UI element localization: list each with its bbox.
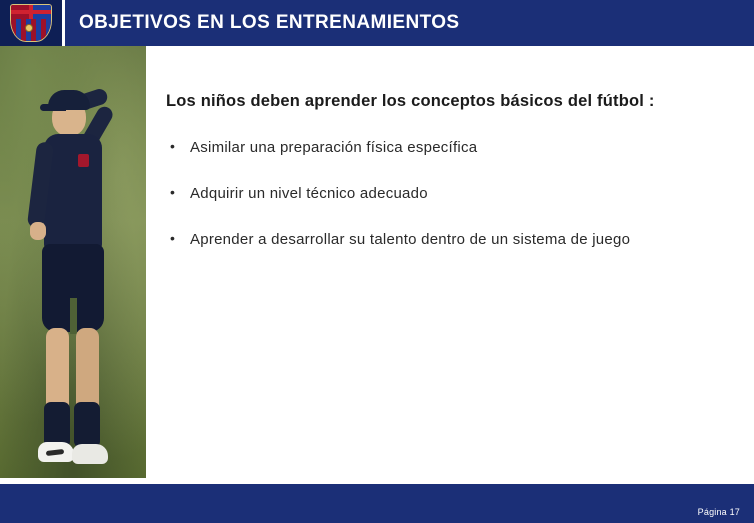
slide-footer <box>0 484 754 523</box>
player-shoe-right <box>72 444 108 464</box>
list-item: • Asimilar una preparación física específica <box>166 137 710 158</box>
slide-header <box>0 0 754 46</box>
fc-barcelona-crest-icon <box>0 0 62 46</box>
list-item: • Adquirir un nivel técnico adecuado <box>166 183 710 204</box>
list-item: • Aprender a desarrollar su talento dentro de un sistema de juego <box>166 229 710 250</box>
crest-shield <box>10 4 52 42</box>
player-figure <box>0 46 146 484</box>
slide-body <box>0 46 754 484</box>
player-kit-badge <box>78 154 89 167</box>
player-sock-right <box>74 402 100 448</box>
objectives-list <box>166 137 736 250</box>
page-number: Página 17 <box>697 507 740 517</box>
slide-content <box>166 92 736 275</box>
content-lead-text: Los niños deben aprender los conceptos básicos del fútbol : <box>166 92 655 110</box>
slide-title: OBJETIVOS EN LOS ENTRENAMIENTOS <box>79 12 460 33</box>
player-hand <box>30 222 46 240</box>
player-cap-brim <box>40 104 66 111</box>
player-shorts-gap <box>70 298 77 334</box>
crest-cross-vertical <box>29 5 34 19</box>
young-player-photo <box>0 46 146 484</box>
